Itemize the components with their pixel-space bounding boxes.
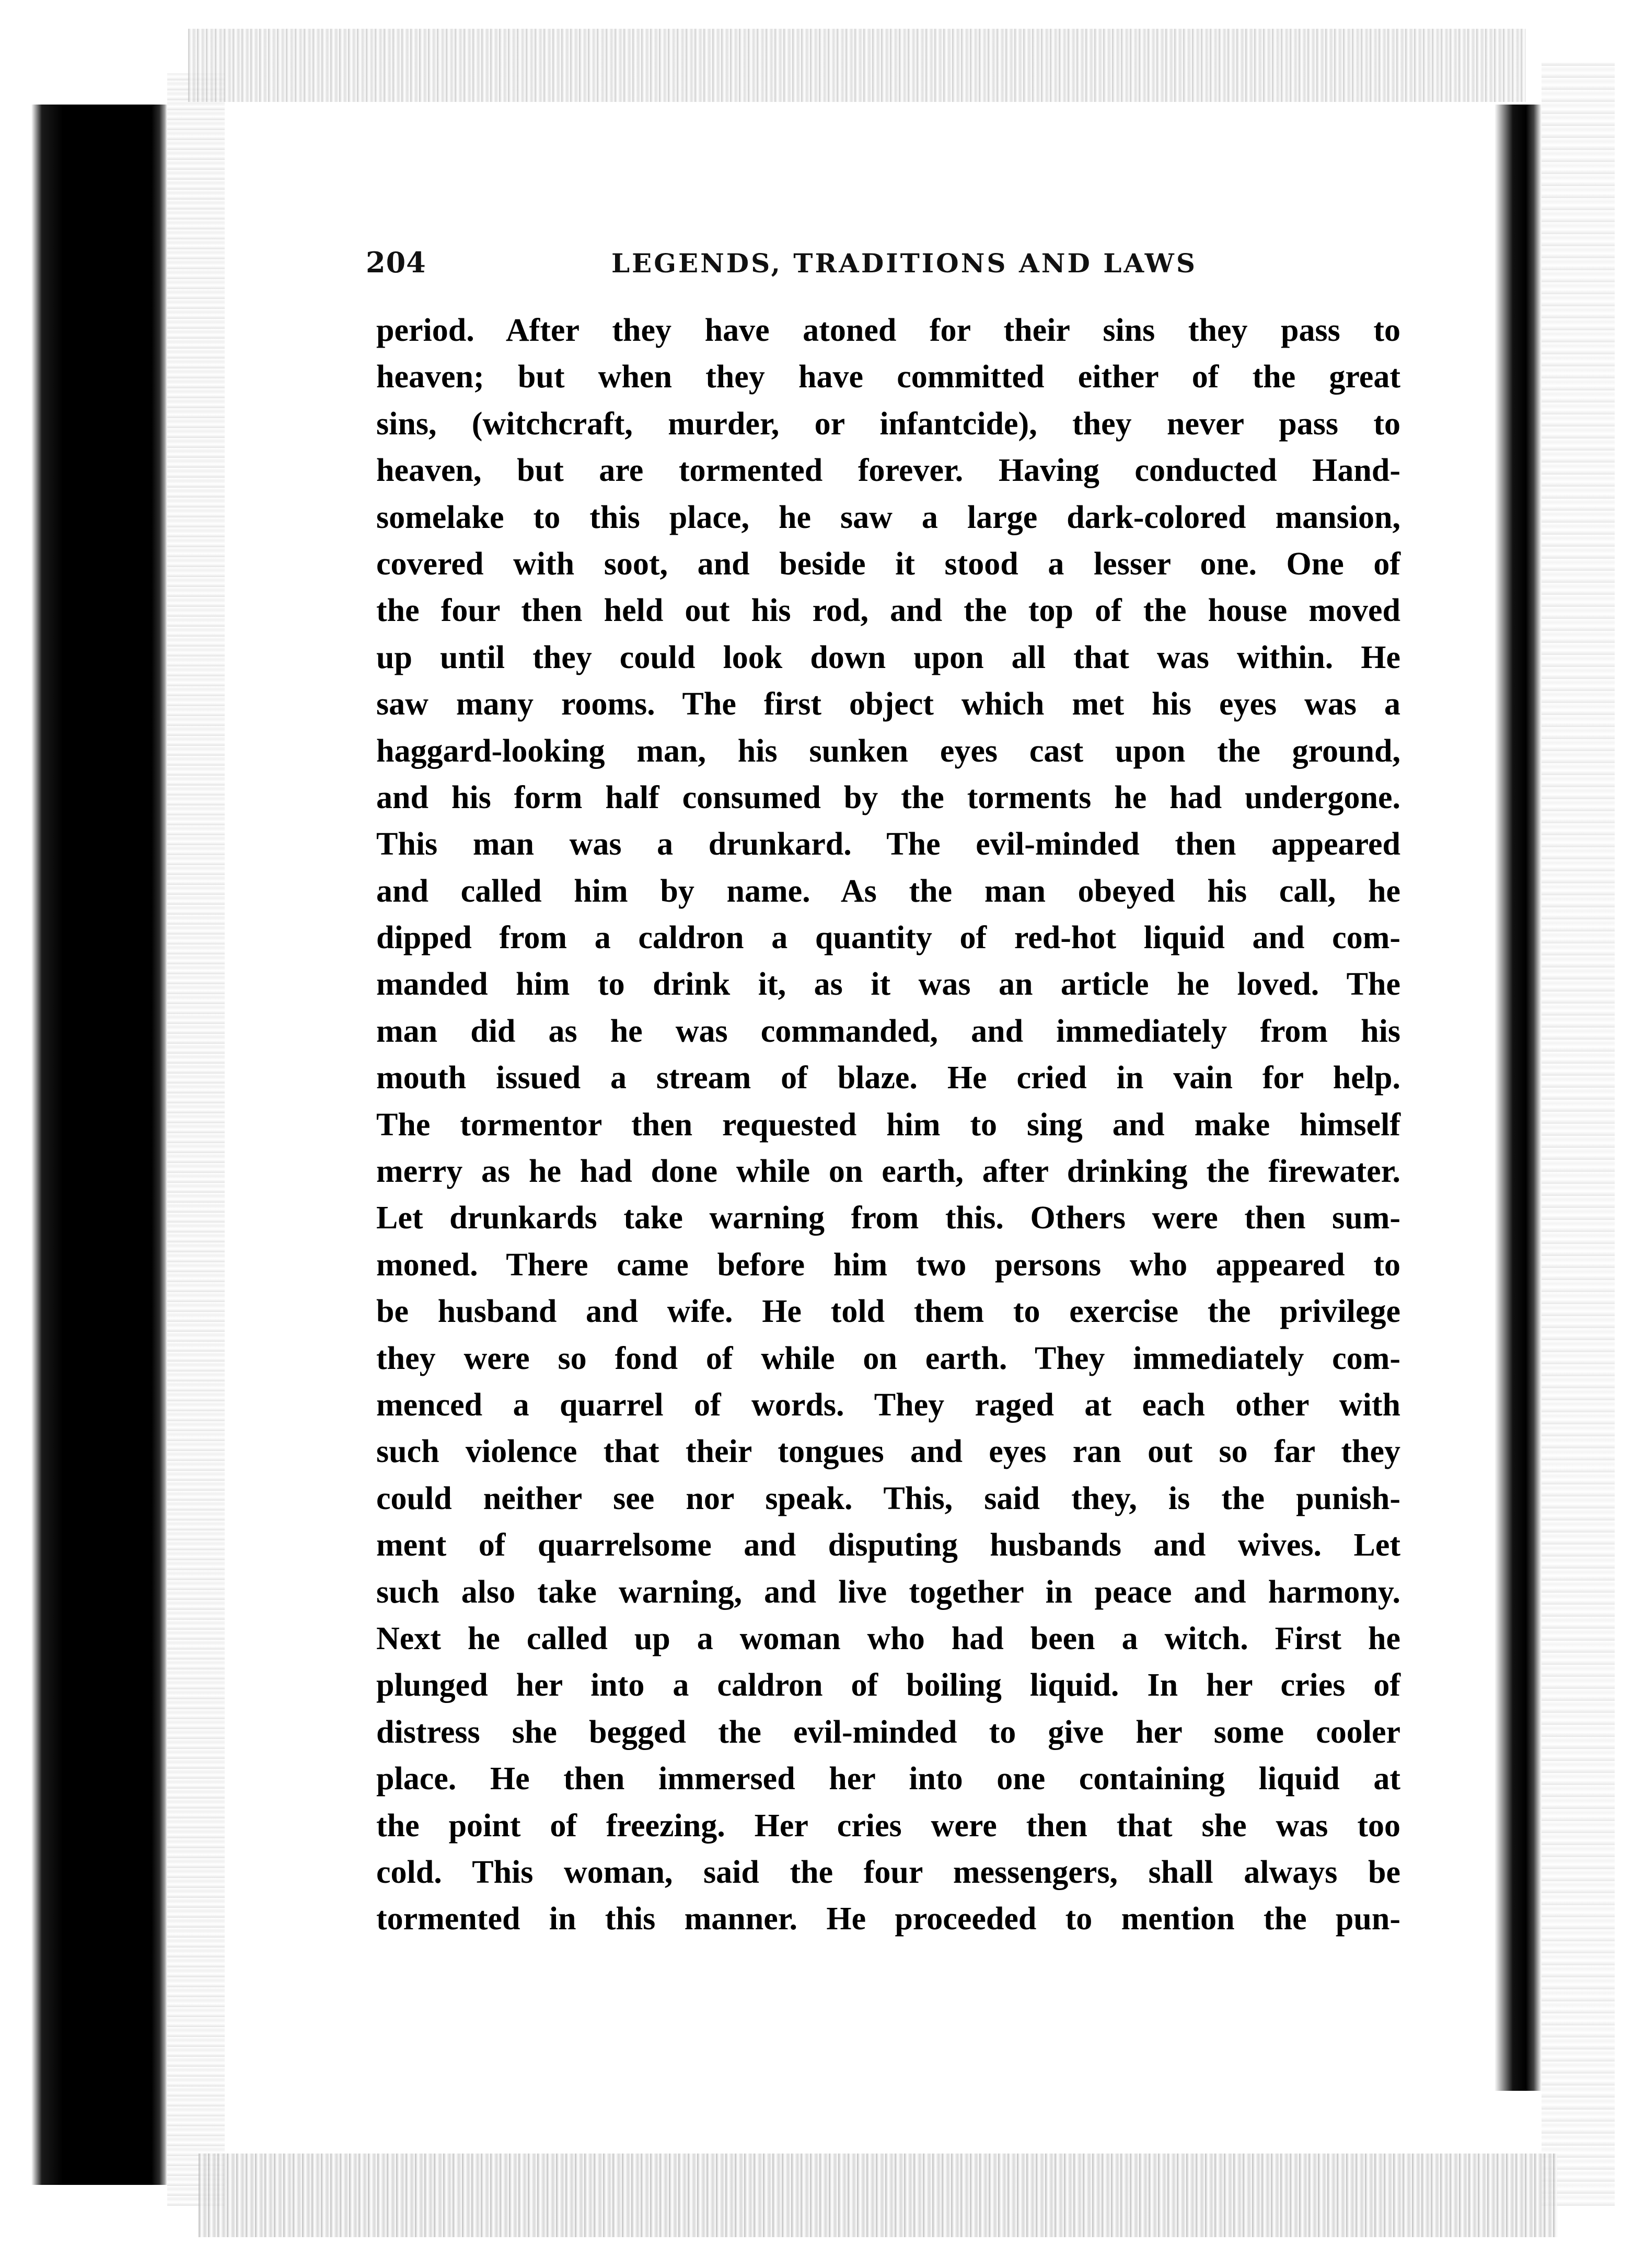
right-edge-noise xyxy=(1542,63,1615,2206)
text-line: This man was a drunkard. The evil-minded then appeared xyxy=(376,826,1400,862)
binding-edge-noise xyxy=(167,73,225,2206)
text-line: ment of quarrelsome and disputing husbands and wives. Let xyxy=(376,1527,1400,1563)
body-text xyxy=(376,307,1400,1943)
text-line: heaven, but are tormented forever. Having conducted Hand- xyxy=(376,453,1400,489)
text-line: the four then held out his rod, and the top of the house moved xyxy=(376,593,1400,629)
text-line: such violence that their tongues and eyes ran out so far they xyxy=(376,1434,1400,1470)
text-line: and called him by name. As the man obeyed his call, he xyxy=(376,873,1400,909)
text-line: plunged her into a caldron of boiling liquid. In her cries of xyxy=(376,1667,1400,1703)
text-line: such also take warning, and live together in peace and harmony. xyxy=(376,1574,1400,1610)
text-line: sins, (witchcraft, murder, or infantcide), they never pass to xyxy=(376,406,1400,442)
text-line: period. After they have atoned for their sins they pass to xyxy=(376,313,1400,348)
text-line: could neither see nor speak. This, said they, is the punish- xyxy=(376,1480,1400,1516)
page-text-block xyxy=(366,246,1411,1943)
text-line: manded him to drink it, as it was an article he loved. The xyxy=(376,966,1400,1003)
text-line: they were so fond of while on earth. They immediately com- xyxy=(376,1340,1400,1376)
text-line: somelake to this place, he saw a large dark-colored mansion, xyxy=(376,499,1400,535)
text-line: mouth issued a stream of blaze. He cried in vain for help. xyxy=(376,1060,1400,1096)
page-number: 204 xyxy=(366,246,426,279)
text-line: covered with soot, and beside it stood a lesser one. One of xyxy=(376,546,1400,582)
text-line: place. He then immersed her into one containing liquid at xyxy=(376,1761,1400,1797)
text-line: tormented in this manner. He proceeded to mention the pun- xyxy=(376,1901,1400,1937)
text-line: be husband and wife. He told them to exercise the privilege xyxy=(376,1294,1400,1330)
text-line: Next he called up a woman who had been a witch. First he xyxy=(376,1620,1400,1656)
running-head-title: LEGENDS, TRADITIONS AND LAWS xyxy=(611,248,1197,279)
text-line: The tormentor then requested him to sing and make himself xyxy=(376,1107,1400,1143)
text-line: cold. This woman, said the four messengers, shall always be xyxy=(376,1854,1400,1890)
binding-gutter-shadow xyxy=(31,105,167,2185)
text-line: the point of freezing. Her cries were then that she was too xyxy=(376,1808,1400,1844)
top-edge-noise xyxy=(188,29,1526,102)
text-line: and his form half consumed by the torments he had undergone. xyxy=(376,779,1400,815)
right-edge-shadow xyxy=(1495,105,1542,2091)
bottom-edge-noise xyxy=(199,2154,1557,2237)
text-line: merry as he had done while on earth, after drinking the firewater. xyxy=(376,1154,1400,1190)
running-head xyxy=(366,246,1411,293)
text-line: menced a quarrel of words. They raged at each other with xyxy=(376,1387,1400,1423)
text-line: Let drunkards take warning from this. Others were then sum- xyxy=(376,1200,1400,1236)
text-line: moned. There came before him two persons who appeared to xyxy=(376,1247,1400,1283)
text-line: man did as he was commanded, and immediately from his xyxy=(376,1013,1400,1049)
text-line: distress she begged the evil-minded to give her some cooler xyxy=(376,1714,1400,1750)
text-line: saw many rooms. The first object which met his eyes was a xyxy=(376,686,1400,722)
text-line: up until they could look down upon all that was within. He xyxy=(376,639,1400,675)
text-line: dipped from a caldron a quantity of red-hot liquid and com- xyxy=(376,920,1400,956)
text-line: heaven; but when they have committed either of the great xyxy=(376,359,1400,395)
text-line: haggard-looking man, his sunken eyes cast upon the ground, xyxy=(376,733,1400,769)
